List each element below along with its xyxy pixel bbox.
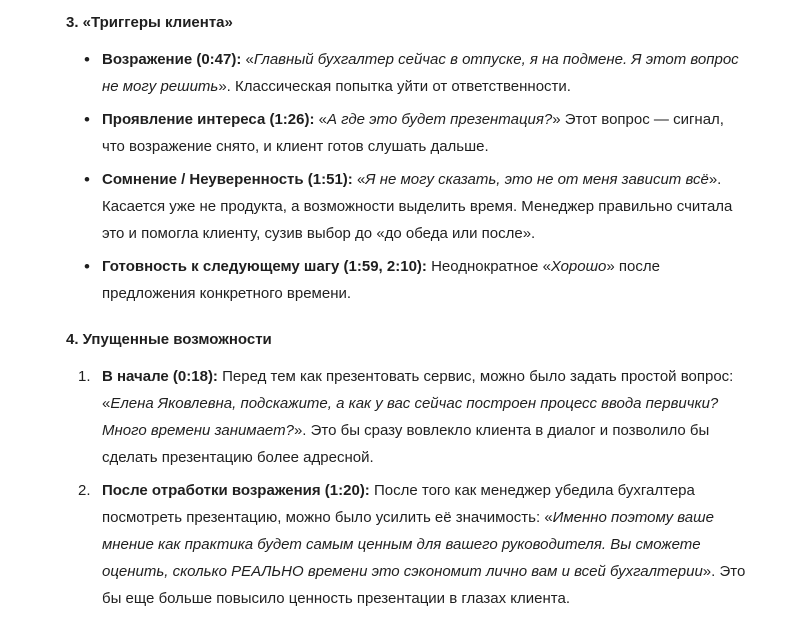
item-label: Возражение (0:47): xyxy=(102,51,242,68)
item-text: ». Касается уже не продукта, а возможности выделить время. Менеджер правильно считала это и помогла клиенту, сузив выбор до «до обеда или после». xyxy=(102,171,733,242)
section-heading-triggers: 3. «Триггеры клиента» xyxy=(66,14,233,31)
item-quote: Именно поэтому ваше мнение как практика будет самым ценным для вашего руководителя. Вы сможете оценить, сколько РЕАЛЬНО времени это сэкономит лично вам и всей бухгалтерии xyxy=(102,509,714,580)
item-text: « xyxy=(241,51,254,68)
item-label: Готовность к следующему шагу (1:59, 2:10): xyxy=(102,258,427,275)
list-item xyxy=(66,166,746,247)
missed-opportunities-list xyxy=(66,363,746,612)
item-number: 1. xyxy=(78,368,91,385)
item-text: » Этот вопрос — сигнал, что возражение снято, и клиент готов слушать дальше. xyxy=(102,111,724,155)
item-text: После того как менеджер убедила бухгалтера посмотреть презентацию, можно было усилить её значимость: « xyxy=(102,482,695,526)
item-label: В начале (0:18): xyxy=(102,368,218,385)
item-quote: Главный бухгалтер сейчас в отпуске, я на подмене. Я этот вопрос не могу решить xyxy=(102,51,739,95)
item-quote: Елена Яковлевна, подскажите, а как у вас сейчас построен процесс ввода первички? Много времени занимает? xyxy=(102,395,719,439)
list-item xyxy=(66,253,746,307)
item-text: Неоднократное « xyxy=(426,258,551,275)
list-item xyxy=(66,106,746,160)
item-text: ». Классическая попытка уйти от ответственности. xyxy=(218,78,571,95)
item-text: » после предложения конкретного времени. xyxy=(102,258,660,302)
list-item xyxy=(66,363,746,471)
item-label: Сомнение / Неуверенность (1:51): xyxy=(102,171,353,188)
triggers-list xyxy=(66,46,746,307)
list-item xyxy=(66,477,746,612)
item-text: « xyxy=(314,111,327,128)
item-label: Проявление интереса (1:26): xyxy=(102,111,315,128)
item-quote: Хорошо xyxy=(550,258,607,275)
list-item xyxy=(66,46,746,100)
item-text: Перед тем как презентовать сервис, можно было задать простой вопрос: « xyxy=(102,368,734,412)
item-text: ». Это бы сразу вовлекло клиента в диалог и позволило бы сделать презентацию более адресной. xyxy=(102,422,710,466)
item-number: 2. xyxy=(78,482,91,499)
item-text: « xyxy=(352,171,366,188)
item-quote: Я не могу сказать, это не от меня зависит всё xyxy=(365,171,709,188)
section-heading-missed-opportunities: 4. Упущенные возможности xyxy=(66,331,272,348)
item-text: ». Это бы еще больше повысило ценность презентации в глазах клиента. xyxy=(102,563,746,607)
item-label: После отработки возражения (1:20): xyxy=(102,482,370,499)
item-quote: А где это будет презентация? xyxy=(326,111,553,128)
